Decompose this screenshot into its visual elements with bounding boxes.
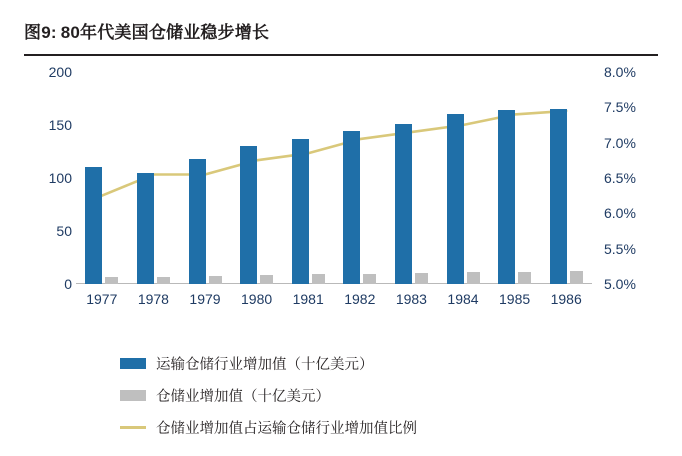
bar-transport-warehouse [343, 131, 360, 284]
bar-transport-warehouse [447, 114, 464, 284]
bar-transport-warehouse [189, 159, 206, 284]
right-axis-tick: 5.0% [604, 276, 636, 292]
x-axis-tick-label: 1981 [292, 291, 324, 307]
x-axis-tick-label: 1979 [189, 291, 221, 307]
legend-swatch-gray [120, 390, 146, 401]
bar-transport-warehouse [550, 109, 567, 284]
left-axis-tick: 50 [56, 223, 72, 239]
right-axis-tick: 6.0% [604, 205, 636, 222]
page-title [24, 18, 658, 48]
bar-warehouse [209, 276, 222, 284]
bar-warehouse [105, 277, 118, 284]
x-axis-tick-label: 1978 [137, 291, 169, 307]
bar-transport-warehouse [292, 139, 309, 284]
x-axis-tick-label: 1977 [86, 291, 118, 307]
chart-plot-area [24, 64, 658, 312]
left-axis-tick: 150 [48, 117, 72, 133]
bar-transport-warehouse [137, 173, 154, 284]
legend-swatch-blue [120, 358, 146, 369]
legend-item[interactable] [120, 414, 580, 440]
x-axis-tick-label: 1980 [241, 291, 273, 307]
right-axis-tick: 7.5% [604, 99, 636, 116]
left-axis-tick: 100 [48, 170, 72, 186]
legend-swatch-line [120, 426, 146, 429]
figure-label: 图9: [24, 23, 57, 42]
bar-warehouse [467, 272, 480, 284]
bar-transport-warehouse [240, 146, 257, 284]
bar-warehouse [570, 271, 583, 284]
chart-legend [120, 350, 580, 446]
bar-warehouse [312, 274, 325, 284]
x-axis-tick-label: 1986 [550, 291, 582, 307]
legend-item[interactable] [120, 382, 580, 408]
bar-warehouse [518, 272, 531, 284]
x-axis-tick-label: 1985 [499, 291, 531, 307]
x-axis-labels [76, 290, 592, 312]
figure-title: 80年代美国仓储业稳步增长 [60, 23, 270, 42]
right-axis-tick: 7.0% [604, 134, 636, 151]
legend-label: 运输仓储行业增加值（十亿美元） [156, 356, 374, 373]
bar-transport-warehouse [498, 110, 515, 284]
bar-warehouse [157, 277, 170, 284]
legend-item[interactable] [120, 350, 580, 376]
right-axis-tick: 6.5% [604, 170, 636, 186]
left-axis [24, 64, 76, 292]
bar-transport-warehouse [395, 124, 412, 284]
x-axis-tick-label: 1982 [344, 291, 376, 307]
x-axis-tick-label: 1984 [447, 291, 479, 307]
bar-transport-warehouse [85, 167, 102, 284]
x-axis-tick-label: 1983 [395, 291, 427, 307]
bar-warehouse [415, 273, 428, 284]
bar-warehouse [363, 274, 376, 284]
chart-canvas [76, 72, 592, 284]
bar-warehouse [260, 275, 273, 284]
right-axis-tick: 8.0% [604, 64, 636, 80]
left-axis-tick: 200 [48, 64, 72, 80]
figure-header [24, 18, 658, 56]
legend-label: 仓储业增加值占运输仓储行业增加值比例 [156, 420, 417, 437]
legend-label: 仓储业增加值（十亿美元） [156, 388, 330, 405]
left-axis-tick: 0 [64, 276, 72, 292]
right-axis [598, 64, 658, 292]
right-axis-tick: 5.5% [604, 240, 636, 257]
title-divider [24, 54, 658, 56]
